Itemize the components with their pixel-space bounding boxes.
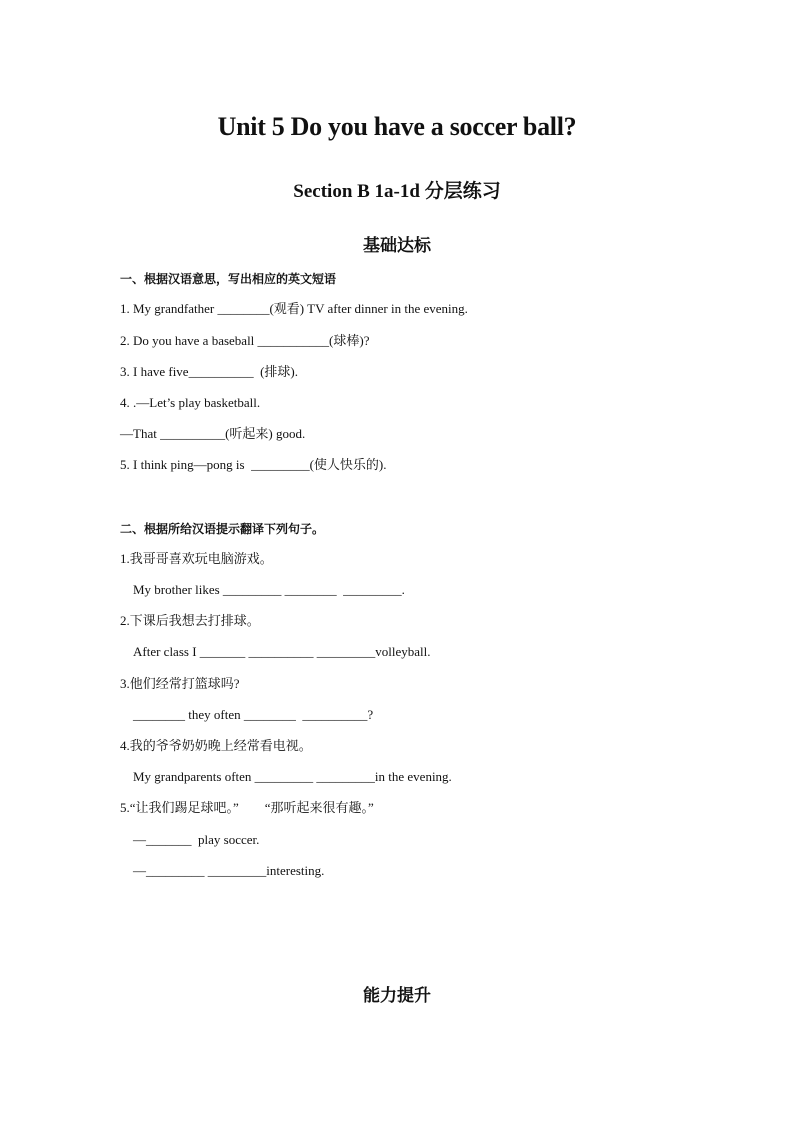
- section-heading-basic: 基础达标: [363, 236, 431, 256]
- section-heading-advanced: 能力提升: [363, 986, 431, 1006]
- part1-line-6: 5. I think ping—pong is _________(使人快乐的).: [120, 457, 387, 472]
- part1-line-1: 1. My grandfather ________(观看) TV after dinner in the evening.: [120, 301, 468, 316]
- part1-line-2: 2. Do you have a baseball ___________(球棒)?: [120, 333, 370, 348]
- page-title: Unit 5 Do you have a soccer ball?: [217, 112, 577, 141]
- part2-title: 二、根据所给汉语提示翻译下列句子。: [120, 522, 325, 536]
- part2-item-3-cn: 3.他们经常打篮球吗?: [120, 676, 240, 691]
- part2-item-5-en-reply: —_________ _________interesting.: [133, 863, 325, 878]
- part1-line-5: —That __________(听起来) good.: [120, 426, 306, 441]
- part2-item-2-en: After class I _______ __________ _________volleyball.: [133, 644, 431, 659]
- part2-item-1-en: My brother likes _________ ________ _________.: [133, 582, 405, 597]
- part2-item-3-en: ________ they often ________ __________?: [133, 707, 374, 722]
- part1-line-3: 3. I have five__________ (排球).: [120, 364, 298, 379]
- part2-item-2-cn: 2.下课后我想去打排球。: [120, 613, 260, 628]
- part1-line-4: 4. .—Let’s play basketball.: [120, 395, 261, 410]
- part2-item-1-cn: 1.我哥哥喜欢玩电脑游戏。: [120, 551, 273, 566]
- part2-item-4-cn: 4.我的爷爷奶奶晚上经常看电视。: [120, 738, 312, 753]
- part2-item-4-en: My grandparents often _________ _________in the evening.: [133, 769, 452, 784]
- part1-title: 一、根据汉语意思，写出相应的英文短语: [120, 272, 337, 286]
- page-subtitle: Section B 1a-1d 分层练习: [293, 181, 501, 202]
- part2-item-5-en: —_______ play soccer.: [133, 832, 260, 847]
- part2-item-5-cn: 5.“让我们踢足球吧。” “那听起来很有趣。”: [120, 800, 374, 815]
